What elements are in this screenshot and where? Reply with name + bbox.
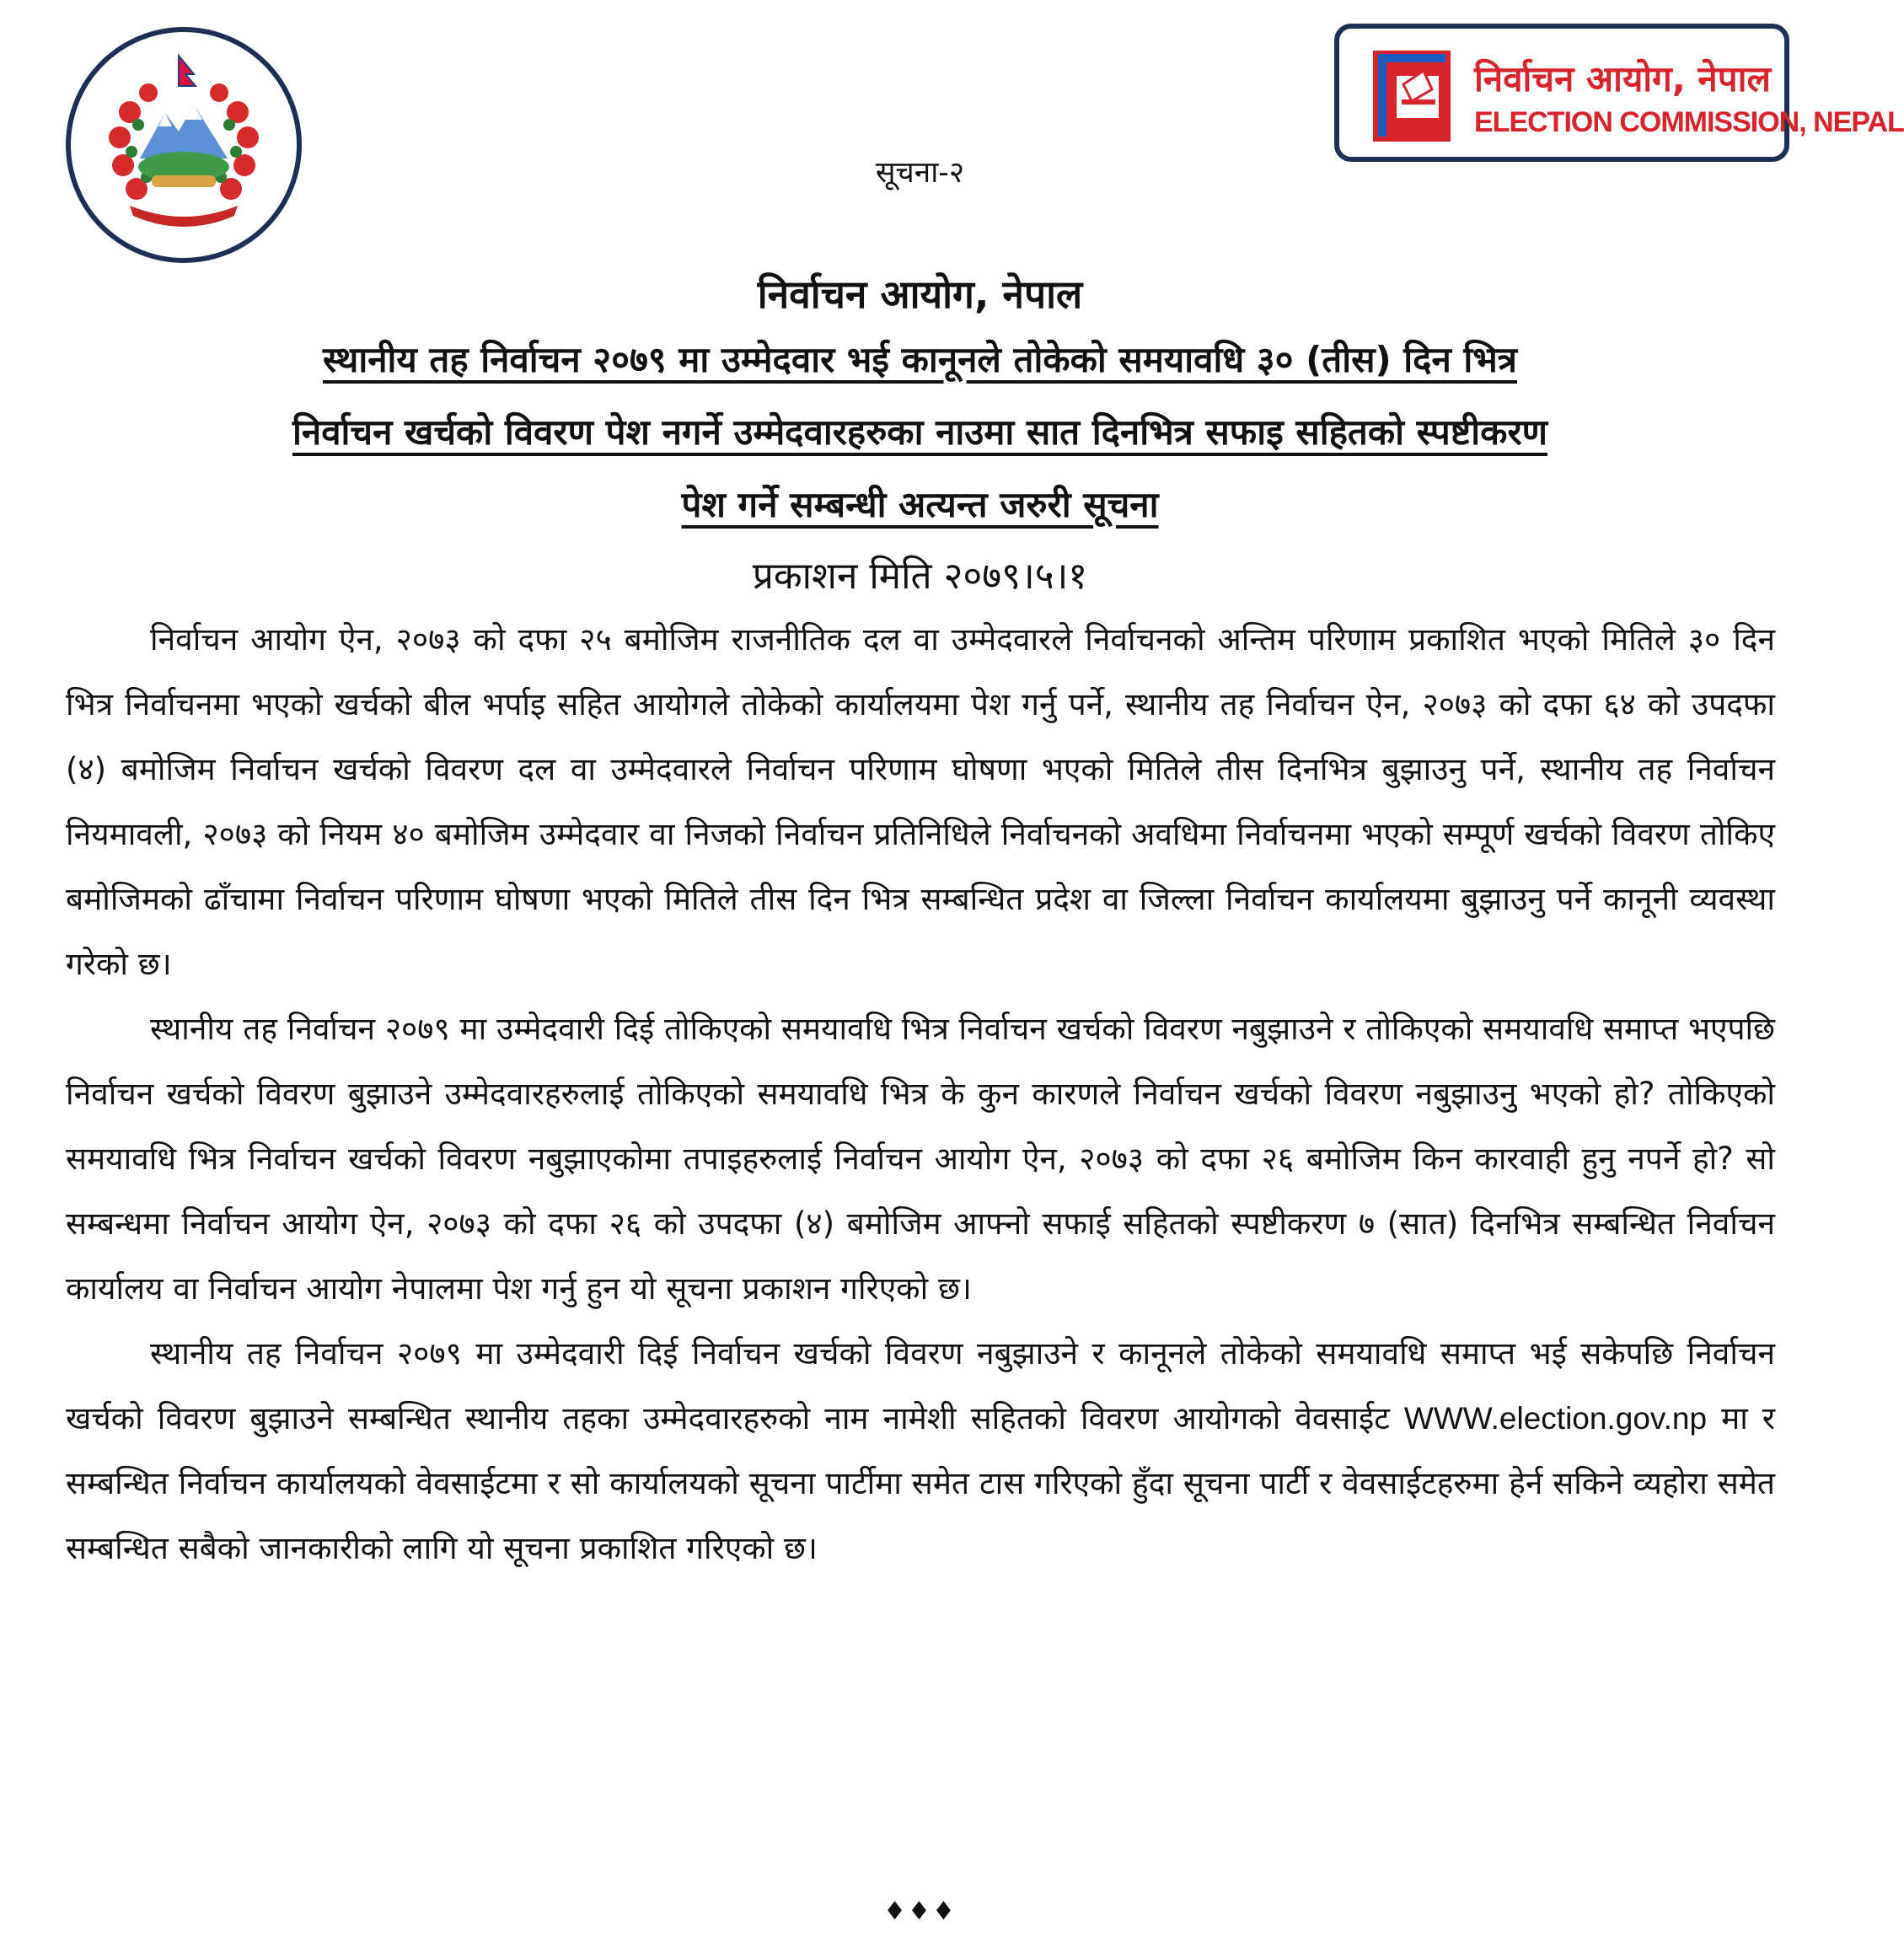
end-mark: ♦♦♦: [883, 1897, 957, 1926]
election-commission-logo: [1334, 24, 1904, 162]
notice-heading: [84, 265, 1756, 612]
subject-line-2: निर्वाचन खर्चको विवरण पेश नगर्ने उम्मेदवारहरुका नाउमा सात दिनभित्र सफाइ सहितको स्पष्टीकरण: [292, 411, 1547, 453]
subject-line-3: पेश गर्ने सम्बन्धी अत्यन्त जरुरी सूचना: [681, 484, 1159, 525]
organization-title: निर्वाचन आयोग, नेपाल: [757, 271, 1083, 317]
notice-number: सूचना-२: [875, 156, 965, 190]
paragraph-3-start: स्थानीय तह निर्वाचन २०७९ मा उम्मेदवारी दिई निर्वाचन खर्चको विवरण नबुझाउने र कानूनले तोकेको समयावधि समाप्त भई सकेपछि निर्वाचन खर्चको विवरण बुझाउने सम्बन्धित स्थानीय तहका उम्मेदवारहरुको नाम नामेशी सहितको विवरण आयोगको वेवसाईट: [66, 1335, 1775, 1436]
notice-body: [66, 607, 1775, 1581]
paragraph-3: [66, 1321, 1775, 1581]
ballot-box-icon: [1373, 51, 1451, 142]
logo-name-nepali: निर्वाचन आयोग, नेपाल: [1474, 58, 1771, 99]
paragraph-1: निर्वाचन आयोग ऐन, २०७३ को दफा २५ बमोजिम राजनीतिक दल वा उम्मेदवारले निर्वाचनको अन्तिम परिणाम प्रकाशित भएको मितिले ३० दिन भित्र निर्वाचनमा भएको खर्चको बील भर्पाइ सहित आयोगले तोकेको कार्यालयमा पेश गर्नु पर्ने, स्थानीय तह निर्वाचन ऐन, २०७३ को दफा ६४ को उपदफा (४) बमोजिम निर्वाचन खर्चको विवरण दल वा उम्मेदवारले निर्वाचन परिणाम घोषणा भएको मितिले तीस दिनभित्र बुझाउनु पर्ने, स्थानीय तह निर्वाचन नियमावली, २०७३ को नियम ४० बमोजिम उम्मेदवार वा निजको निर्वाचन प्रतिनिधिले निर्वाचनको अवधिमा निर्वाचनमा भएको सम्पूर्ण खर्चको विवरण तोकिए बमोजिमको ढाँचामा निर्वाचन परिणाम घोषणा भएको मितिले तीस दिन भित्र सम्बन्धित प्रदेश वा जिल्ला निर्वाचन कार्यालयमा बुझाउनु पर्ने कानूनी व्यवस्था गरेको छ।: [66, 621, 1775, 982]
logo-name-english: ELECTION COMMISSION, NEPAL: [1474, 106, 1904, 138]
emblem-icon: [71, 32, 297, 258]
website-link[interactable]: WWW.election.gov.np: [1403, 1401, 1708, 1436]
publication-date: प्रकाशन मिति २०७९।५।१: [752, 555, 1088, 598]
subject-line-1: स्थानीय तह निर्वाचन २०७९ मा उम्मेदवार भई कानूनले तोकेको समयावधि ३० (तीस) दिन भित्र: [323, 339, 1517, 380]
paragraph-2: स्थानीय तह निर्वाचन २०७९ मा उम्मेदवारी दिई तोकिएको समयावधि भित्र निर्वाचन खर्चको विवरण नबुझाउने र तोकिएको समयावधि समाप्त भएपछि निर्वाचन खर्चको विवरण बुझाउने उम्मेदवारहरुलाई तोकिएको समयावधि भित्र के कुन कारणले निर्वाचन खर्चको विवरण नबुझाउनु भएको हो? तोकिएको समयावधि भित्र निर्वाचन खर्चको विवरण नबुझाएकोमा तपाइहरुलाई निर्वाचन आयोग ऐन, २०७३ को दफा २६ बमोजिम किन कारवाही हुनु नपर्ने हो? सो सम्बन्धमा निर्वाचन आयोग ऐन, २०७३ को दफा २६ को उपदफा (४) बमोजिम आफ्नो सफाई सहितको स्पष्टीकरण ७ (सात) दिनभित्र सम्बन्धित निर्वाचन कार्यालय वा निर्वाचन आयोग नेपालमा पेश गर्नु हुन यो सूचना प्रकाशन गरिएको छ।: [66, 1011, 1775, 1307]
government-emblem: [66, 27, 302, 263]
paragraph-3-end: मा र सम्बन्धित निर्वाचन कार्यालयको वेवसाईटमा र सो कार्यालयको सूचना पार्टीमा समेत टास गरिएको हुँदा सूचना पार्टी र वेवसाईटहरुमा हेर्न सकिने व्यहोरा समेत सम्बन्धित सबैको जानकारीको लागि यो सूचना प्रकाशित गरिएको छ।: [66, 1400, 1776, 1566]
